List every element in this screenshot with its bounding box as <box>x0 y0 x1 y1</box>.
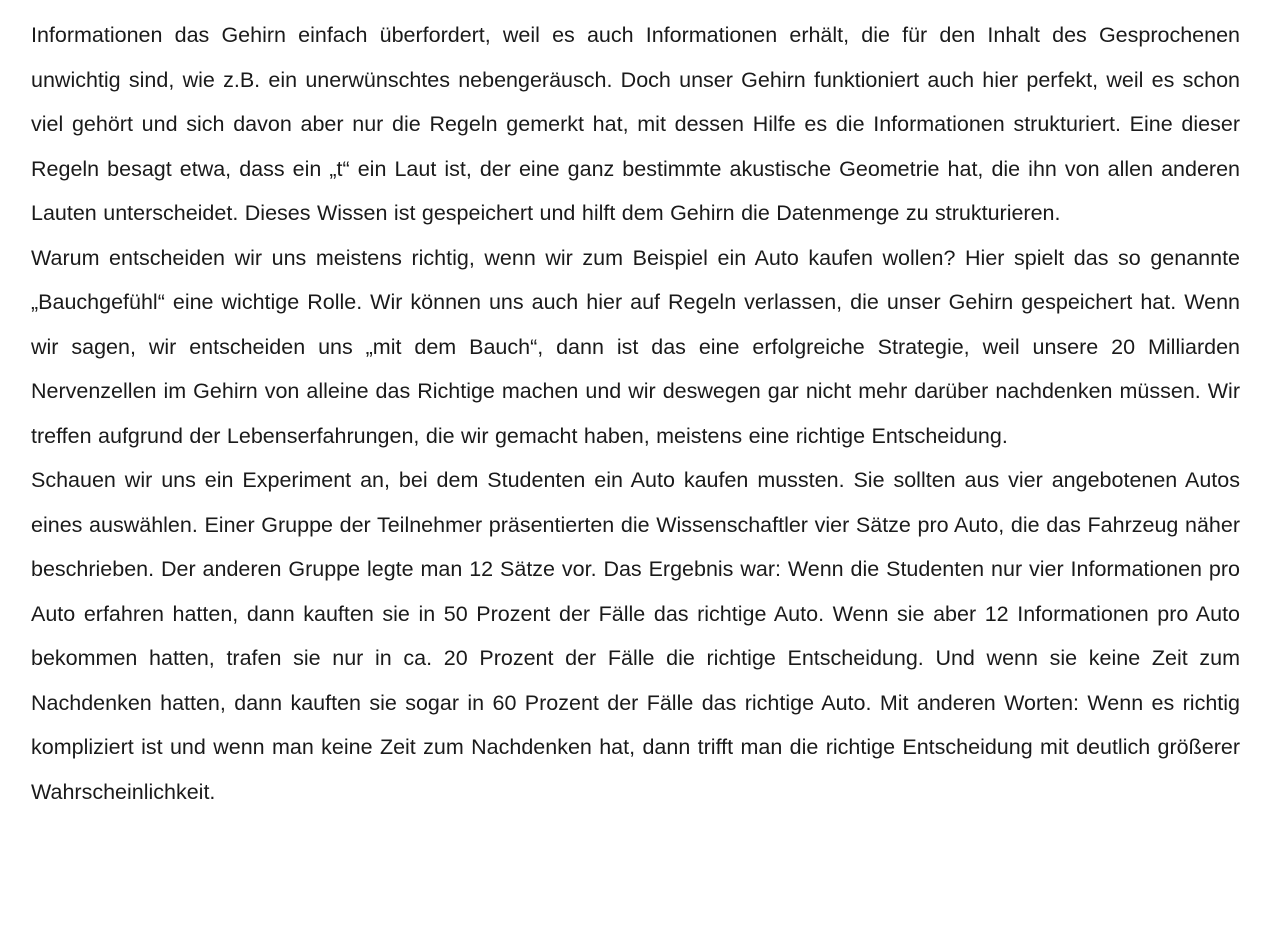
paragraph-gut-feeling: Warum entscheiden wir uns meistens richtig, wenn wir zum Beispiel ein Auto kaufen wollen? Hier spielt das so genannte „Bauchgefühl“ eine wichtige Rolle. Wir können uns auch hier auf Regeln verlassen, die unser Gehirn gespeichert hat. Wenn wir sagen, wir entscheiden uns „mit dem Bauch“, dann ist das eine erfolgreiche Strategie, weil unsere 20 Milliarden Nervenzellen im Gehirn von alleine das Richtige machen und wir deswegen gar nicht mehr darüber nachdenken müssen. Wir treffen aufgrund der Lebenserfahrungen, die wir gemacht haben, meistens eine richtige Entscheidung. <box>31 245 1240 448</box>
paragraph-car-experiment: Schauen wir uns ein Experiment an, bei dem Studenten ein Auto kaufen mussten. Sie sollten aus vier angebotenen Autos eines auswählen. Einer Gruppe der Teilnehmer präsentierten die Wissenschaftler vier Sätze pro Auto, die das Fahrzeug näher beschrieben. Der anderen Gruppe legte man 12 Sätze vor. Das Ergebnis war: Wenn die Studenten nur vier Informationen pro Auto erfahren hatten, dann kauften sie in 50 Prozent der Fälle das richtige Auto. Wenn sie aber 12 Informationen pro Auto bekommen hatten, trafen sie nur in ca. 20 Prozent der Fälle die richtige Entscheidung. Und wenn sie keine Zeit zum Nachdenken hatten, dann kauften sie sogar in 60 Prozent der Fälle das richtige Auto. Mit anderen Worten: Wenn es richtig kompliziert ist und wenn man keine Zeit zum Nachdenken hat, dann trifft man die richtige Entscheidung mit deutlich größerer Wahrscheinlichkeit. <box>31 468 1240 804</box>
paragraph-perception-rules: Informationen das Gehirn einfach überfordert, weil es auch Informationen erhält, die für den Inhalt des Gesprochenen unwichtig sind, wie z.B. ein unerwünschtes nebengeräusch. Doch unser Gehirn funktioniert auch hier perfekt, weil es schon viel gehört und sich davon aber nur die Regeln gemerkt hat, mit dessen Hilfe es die Informationen strukturiert. Eine dieser Regeln besagt etwa, dass ein „t“ ein Laut ist, der eine ganz bestimmte akustische Geometrie hat, die ihn von allen anderen Lauten unterscheidet. Dieses Wissen ist gespeichert und hilft dem Gehirn die Datenmenge zu strukturieren. <box>31 23 1240 225</box>
